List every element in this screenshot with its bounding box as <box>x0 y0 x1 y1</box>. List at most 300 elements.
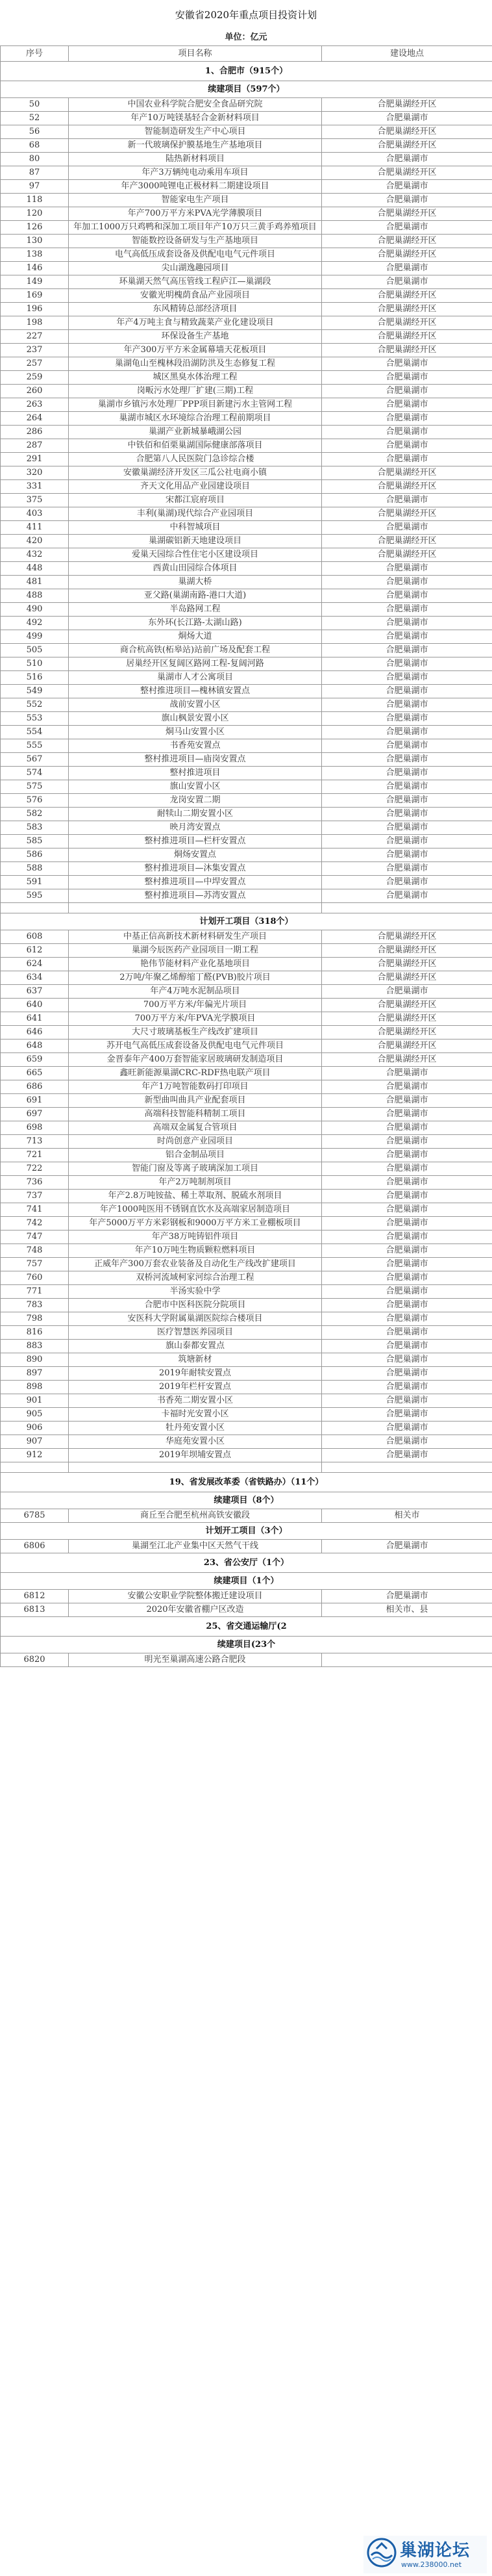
project-number: 97 <box>1 180 69 194</box>
table-row <box>1 1231 492 1244</box>
project-location: 合肥巢湖市 <box>322 1149 492 1162</box>
project-number: 505 <box>1 644 69 657</box>
project-location: 合肥巢湖市 <box>322 1326 492 1340</box>
project-number: 198 <box>1 316 69 330</box>
project-name: 医疗智慧医养园项目 <box>69 1326 322 1340</box>
table-row <box>1 275 492 289</box>
project-number: 585 <box>1 835 69 848</box>
table-row <box>1 1203 492 1217</box>
project-name: 年产3万辆纯电动乘用车项目 <box>69 166 322 180</box>
project-number: 905 <box>1 1408 69 1422</box>
project-name: 正威年产300万套农业装备及自动化生产线改扩建项目 <box>69 1258 322 1271</box>
project-number: 582 <box>1 808 69 821</box>
project-name: 中科智城项目 <box>69 521 322 535</box>
project-number: 783 <box>1 1299 69 1312</box>
project-location: 合肥巢湖市 <box>322 1121 492 1135</box>
project-name: 岗畈污水处理厂扩建(三期)工程 <box>69 385 322 398</box>
project-location: 合肥巢湖市 <box>322 1108 492 1121</box>
project-number: 552 <box>1 698 69 712</box>
spacer-cell <box>322 903 492 913</box>
page-title: 安徽省2020年重点项目投资计划 <box>175 9 317 21</box>
project-number: 713 <box>1 1135 69 1149</box>
project-name: 耐犊山二期安置小区 <box>69 808 322 821</box>
project-name: 宋都江宸府项目 <box>69 494 322 507</box>
project-location: 合肥巢湖经开区 <box>322 1012 492 1026</box>
table-row <box>1 248 492 262</box>
project-location: 合肥巢湖市 <box>322 1449 492 1462</box>
project-name: 巢湖大桥 <box>69 576 322 589</box>
project-name: 2020年安徽省棚户区改造 <box>69 1603 322 1617</box>
table-row <box>1 1540 492 1553</box>
project-location: 合肥巢湖市 <box>322 1080 492 1094</box>
project-location: 合肥巢湖经开区 <box>322 235 492 248</box>
project-name: 安医科大学附属巢湖医院综合楼项目 <box>69 1312 322 1326</box>
project-location: 合肥巢湖市 <box>322 753 492 767</box>
project-number: 665 <box>1 1067 69 1080</box>
project-name: 书香苑安置点 <box>69 739 322 753</box>
table-row <box>1 1435 492 1449</box>
table-row <box>1 1381 492 1394</box>
project-location: 合肥巢湖市 <box>322 385 492 398</box>
table-row <box>1 1149 492 1162</box>
project-name: 商丘至合肥至杭州高铁安徽段 <box>69 1509 322 1523</box>
project-location: 合肥巢湖经开区 <box>322 466 492 480</box>
table-row <box>1 1108 492 1121</box>
project-location: 合肥巢湖经开区 <box>322 98 492 112</box>
project-location: 合肥巢湖经开区 <box>322 535 492 548</box>
project-number: 492 <box>1 617 69 630</box>
project-number: 648 <box>1 1039 69 1053</box>
project-name: 牡丹苑安置小区 <box>69 1422 322 1435</box>
project-number: 481 <box>1 576 69 589</box>
table-row <box>1 1080 492 1094</box>
subsection-heading-row <box>1 1573 492 1590</box>
project-name: 烔马山安置小区 <box>69 726 322 739</box>
table-row <box>1 1590 492 1603</box>
project-location: 合肥巢湖市 <box>322 671 492 685</box>
project-name: 新一代玻璃保护膜基地生产基地项目 <box>69 139 322 153</box>
table-row <box>1 808 492 821</box>
table-row <box>1 876 492 889</box>
project-name: 陆热新材料项目 <box>69 153 322 166</box>
project-location: 合肥巢湖市 <box>322 1094 492 1108</box>
project-name: 安徽光明槐荫食品产业园项目 <box>69 289 322 303</box>
project-location: 合肥巢湖市 <box>322 1312 492 1326</box>
table-row <box>1 1067 492 1080</box>
table-row <box>1 589 492 603</box>
table-row <box>1 548 492 562</box>
project-number: 331 <box>1 480 69 494</box>
project-location: 合肥巢湖经开区 <box>322 507 492 521</box>
table-row <box>1 644 492 657</box>
project-name: 旗山枫景安置小区 <box>69 712 322 726</box>
project-number: 411 <box>1 521 69 535</box>
project-location: 合肥巢湖市 <box>322 112 492 125</box>
project-name: 丰利(巢湖)现代综合产业园项目 <box>69 507 322 521</box>
section-heading-row <box>1 1473 492 1492</box>
project-number: 634 <box>1 971 69 985</box>
table-row <box>1 112 492 125</box>
project-number: 420 <box>1 535 69 548</box>
project-number: 257 <box>1 357 69 371</box>
project-number: 554 <box>1 726 69 739</box>
project-name: 整村推进项目—沐集安置点 <box>69 862 322 876</box>
project-number: 883 <box>1 1340 69 1353</box>
spacer-row <box>1 903 492 913</box>
subsection-heading-row <box>1 913 492 930</box>
project-name: 2019年栏杆安置点 <box>69 1381 322 1394</box>
project-number: 432 <box>1 548 69 562</box>
project-number: 591 <box>1 876 69 889</box>
project-number: 320 <box>1 466 69 480</box>
spacer-cell <box>69 903 322 913</box>
project-name: 高端科技智能科精制工项目 <box>69 1108 322 1121</box>
project-number: 760 <box>1 1271 69 1285</box>
project-number: 264 <box>1 412 69 426</box>
table-row <box>1 1121 492 1135</box>
project-location: 合肥巢湖经开区 <box>322 930 492 944</box>
project-number: 499 <box>1 630 69 644</box>
table-row <box>1 712 492 726</box>
project-number: 50 <box>1 98 69 112</box>
project-location: 合肥巢湖市 <box>322 1540 492 1553</box>
project-name: 书香苑二期安置小区 <box>69 1394 322 1408</box>
table-row <box>1 1509 492 1523</box>
project-location: 合肥巢湖经开区 <box>322 944 492 958</box>
project-location: 合肥巢湖市 <box>322 1340 492 1353</box>
table-row <box>1 657 492 671</box>
project-number: 624 <box>1 958 69 971</box>
project-number: 641 <box>1 1012 69 1026</box>
project-name: 2019年耐犊安置点 <box>69 1367 322 1381</box>
table-row <box>1 1162 492 1176</box>
table-row <box>1 576 492 589</box>
project-location: 合肥巢湖市 <box>322 1135 492 1149</box>
project-location: 合肥巢湖经开区 <box>322 344 492 357</box>
project-number: 721 <box>1 1149 69 1162</box>
project-number: 737 <box>1 1190 69 1203</box>
project-number: 686 <box>1 1080 69 1094</box>
project-name: 整村推进项目—庙岗安置点 <box>69 753 322 767</box>
project-name: 智能制造研发生产中心项目 <box>69 125 322 139</box>
project-name: 年产1000吨医用不锈钢直饮水及高端家居制造项目 <box>69 1203 322 1217</box>
project-number: 742 <box>1 1217 69 1231</box>
table-row <box>1 1271 492 1285</box>
project-location: 合肥巢湖经开区 <box>322 999 492 1012</box>
table-row <box>1 1094 492 1108</box>
project-name: 商合杭高铁(柘皋站)站前广场及配套工程 <box>69 644 322 657</box>
table-row <box>1 617 492 630</box>
project-location: 合肥巢湖市 <box>322 1231 492 1244</box>
project-number: 898 <box>1 1381 69 1394</box>
project-name: 双桥河流域柯家河综合治理工程 <box>69 1271 322 1285</box>
project-name: 2019年坝埔安置点 <box>69 1449 322 1462</box>
project-location: 合肥巢湖市 <box>322 1162 492 1176</box>
project-name: 巢湖市乡镇污水处理厂PPP项目新建污水主管网工程 <box>69 398 322 412</box>
project-number: 659 <box>1 1053 69 1067</box>
table-row <box>1 153 492 166</box>
project-number: 130 <box>1 235 69 248</box>
project-name: 居巢经开区复阔区路网工程-复阔河路 <box>69 657 322 671</box>
project-location: 合肥巢湖市 <box>322 712 492 726</box>
subsection-heading: 续建项目（597个） <box>1 81 492 98</box>
subsection-heading: 续建项目(23个 <box>1 1637 492 1653</box>
section-heading: 1、合肥市（915个） <box>1 62 492 81</box>
header-place: 建设地点 <box>322 46 492 62</box>
project-location: 合肥巢湖市 <box>322 1394 492 1408</box>
project-location: 合肥巢湖市 <box>322 1067 492 1080</box>
table-row <box>1 835 492 848</box>
project-number: 259 <box>1 371 69 385</box>
project-name: 尖山湖逸趣园项目 <box>69 262 322 275</box>
subsection-heading-row <box>1 81 492 98</box>
project-number: 448 <box>1 562 69 576</box>
project-number: 6812 <box>1 1590 69 1603</box>
table-row <box>1 821 492 835</box>
project-location: 合肥巢湖经开区 <box>322 971 492 985</box>
table-row <box>1 1053 492 1067</box>
project-number: 771 <box>1 1285 69 1299</box>
table-row <box>1 985 492 999</box>
project-location: 合肥巢湖市 <box>322 767 492 780</box>
project-number: 748 <box>1 1244 69 1258</box>
table-row <box>1 316 492 330</box>
project-location: 合肥巢湖经开区 <box>322 330 492 344</box>
project-location: 合肥巢湖市 <box>322 1258 492 1271</box>
project-location: 合肥巢湖经开区 <box>322 1039 492 1053</box>
table-row <box>1 235 492 248</box>
project-location: 合肥巢湖市 <box>322 1353 492 1367</box>
project-name: 艳伟节能材料产业化基地项目 <box>69 958 322 971</box>
project-name: 整村推进项目—栏杆安置点 <box>69 835 322 848</box>
project-location: 合肥巢湖市 <box>322 821 492 835</box>
project-number: 149 <box>1 275 69 289</box>
spacer-row <box>1 1462 492 1473</box>
project-name: 2万吨/年聚乙烯醇缩丁醛(PVB)胶片项目 <box>69 971 322 985</box>
project-location: 合肥巢湖经开区 <box>322 480 492 494</box>
project-number: 816 <box>1 1326 69 1340</box>
subsection-heading: 计划开工项目（3个） <box>1 1523 492 1540</box>
project-number: 146 <box>1 262 69 275</box>
project-name: 合肥市中医科医院分院项目 <box>69 1299 322 1312</box>
project-location: 合肥巢湖市 <box>322 439 492 453</box>
project-number: 488 <box>1 589 69 603</box>
project-name: 整村推进项目—中垾安置点 <box>69 876 322 889</box>
project-name: 映月湾安置点 <box>69 821 322 835</box>
subsection-heading-row <box>1 1637 492 1653</box>
project-name: 烔炀安置点 <box>69 848 322 862</box>
table-row <box>1 767 492 780</box>
subsection-heading-row <box>1 1523 492 1540</box>
project-number: 227 <box>1 330 69 344</box>
project-location: 合肥巢湖市 <box>322 371 492 385</box>
project-number: 640 <box>1 999 69 1012</box>
project-name: 华庭苑安置小区 <box>69 1435 322 1449</box>
project-number: 118 <box>1 194 69 207</box>
header-row <box>1 46 492 62</box>
project-location: 合肥巢湖经开区 <box>322 207 492 221</box>
project-name: 年产700万平方米PVA光学薄膜项目 <box>69 207 322 221</box>
section-heading: 25、省交通运输厅(2 <box>1 1617 492 1637</box>
project-location <box>322 1653 492 1667</box>
project-name: 东风精铸总部经济项目 <box>69 303 322 316</box>
project-name: 明光至巢湖高速公路合肥段 <box>69 1653 322 1667</box>
project-number: 646 <box>1 1026 69 1039</box>
project-number: 612 <box>1 944 69 958</box>
project-location: 合肥巢湖市 <box>322 808 492 821</box>
table-row <box>1 1190 492 1203</box>
table-row <box>1 698 492 712</box>
project-name: 年产38万吨铸铝件项目 <box>69 1231 322 1244</box>
project-number: 52 <box>1 112 69 125</box>
table-row <box>1 889 492 903</box>
section-heading: 19、省发展改革委（省铁路办）（11个） <box>1 1473 492 1492</box>
table-row <box>1 521 492 535</box>
project-location: 合肥巢湖经开区 <box>322 1053 492 1067</box>
table-row <box>1 1312 492 1326</box>
project-number: 595 <box>1 889 69 903</box>
project-number: 126 <box>1 221 69 235</box>
project-location: 合肥巢湖市 <box>322 412 492 426</box>
project-name: 新型曲叫曲具产业配套项目 <box>69 1094 322 1108</box>
project-location: 合肥巢湖市 <box>322 685 492 698</box>
table-row <box>1 999 492 1012</box>
table-row <box>1 1135 492 1149</box>
subsection-heading: 续建项目（1个） <box>1 1573 492 1590</box>
project-number: 555 <box>1 739 69 753</box>
project-location: 合肥巢湖市 <box>322 1203 492 1217</box>
project-location: 合肥巢湖经开区 <box>322 548 492 562</box>
project-location: 合肥巢湖经开区 <box>322 958 492 971</box>
project-name: 鑫旺新能源巢湖CRC-RDF热电联产项目 <box>69 1067 322 1080</box>
project-location: 合肥巢湖经开区 <box>322 289 492 303</box>
forum-watermark <box>363 2536 487 2573</box>
table-row <box>1 357 492 371</box>
project-location: 合肥巢湖市 <box>322 576 492 589</box>
project-number: 196 <box>1 303 69 316</box>
table-row <box>1 139 492 153</box>
project-name: 整村推进项目—槐林镇安置点 <box>69 685 322 698</box>
table-row <box>1 1258 492 1271</box>
project-location: 合肥巢湖市 <box>322 862 492 876</box>
project-name: 安徽公安职业学院整体搬迁建设项目 <box>69 1590 322 1603</box>
table-row <box>1 262 492 275</box>
project-location: 合肥巢湖经开区 <box>322 316 492 330</box>
project-location: 合肥巢湖市 <box>322 562 492 576</box>
table-row <box>1 1408 492 1422</box>
project-name: 环保设备生产基地 <box>69 330 322 344</box>
project-name: 半岛路网工程 <box>69 603 322 617</box>
table-row <box>1 535 492 548</box>
table-row <box>1 1039 492 1053</box>
project-number: 637 <box>1 985 69 999</box>
table-row <box>1 480 492 494</box>
table-row <box>1 1026 492 1039</box>
project-number: 691 <box>1 1094 69 1108</box>
project-number: 286 <box>1 426 69 439</box>
project-location: 合肥巢湖市 <box>322 1190 492 1203</box>
project-name: 西黄山田园综合体项目 <box>69 562 322 576</box>
table-row <box>1 1244 492 1258</box>
table-row <box>1 1176 492 1190</box>
project-name: 大尺寸玻璃基板生产线改扩建项目 <box>69 1026 322 1039</box>
table-row <box>1 426 492 439</box>
project-location: 合肥巢湖市 <box>322 262 492 275</box>
project-number: 608 <box>1 930 69 944</box>
project-number: 575 <box>1 780 69 794</box>
table-row <box>1 1603 492 1617</box>
project-location: 合肥巢湖市 <box>322 357 492 371</box>
project-name: 巢湖至江北产业集中区天然气干线 <box>69 1540 322 1553</box>
project-number: 586 <box>1 848 69 862</box>
table-row <box>1 1217 492 1231</box>
table-row <box>1 385 492 398</box>
project-number: 553 <box>1 712 69 726</box>
project-number: 237 <box>1 344 69 357</box>
project-location: 合肥巢湖经开区 <box>322 139 492 153</box>
table-row <box>1 780 492 794</box>
table-row <box>1 398 492 412</box>
project-name: 旗山安置小区 <box>69 780 322 794</box>
spacer-cell <box>1 903 69 913</box>
table-row <box>1 753 492 767</box>
project-name: 年加工1000万只鸡鸭和深加工项目年产10万只三黄手鸡养殖项目 <box>69 221 322 235</box>
project-name: 城区黑臭水体治理工程 <box>69 371 322 385</box>
project-location: 合肥巢湖市 <box>322 794 492 808</box>
table-row <box>1 1394 492 1408</box>
table-row <box>1 1367 492 1381</box>
table-row <box>1 848 492 862</box>
project-location: 合肥巢湖市 <box>322 1381 492 1394</box>
project-number: 906 <box>1 1422 69 1435</box>
project-number: 6806 <box>1 1540 69 1553</box>
project-number: 510 <box>1 657 69 671</box>
table-row <box>1 98 492 112</box>
project-location: 合肥巢湖市 <box>322 739 492 753</box>
project-number: 912 <box>1 1449 69 1462</box>
project-number: 907 <box>1 1435 69 1449</box>
project-location: 合肥巢湖市 <box>322 521 492 535</box>
project-location: 合肥巢湖市 <box>322 1285 492 1299</box>
project-name: 苏开电气高低压成套设备及供配电电气元件项目 <box>69 1039 322 1053</box>
subsection-heading-row <box>1 1492 492 1509</box>
section-heading: 23、省公安厅（1个） <box>1 1553 492 1573</box>
project-number: 722 <box>1 1162 69 1176</box>
project-name: 巢湖今辰医药产业园项目一期工程 <box>69 944 322 958</box>
project-number: 6813 <box>1 1603 69 1617</box>
project-name: 巢湖产业新城暴峨湖公园 <box>69 426 322 439</box>
project-number: 588 <box>1 862 69 876</box>
project-location: 合肥巢湖市 <box>322 630 492 644</box>
table-row <box>1 958 492 971</box>
project-name: 金晋泰年产400万套智能家居玻璃研发制造项目 <box>69 1053 322 1067</box>
table-row <box>1 944 492 958</box>
project-number: 890 <box>1 1353 69 1367</box>
project-number: 375 <box>1 494 69 507</box>
table-row <box>1 726 492 739</box>
project-number: 87 <box>1 166 69 180</box>
project-location: 合肥巢湖经开区 <box>322 248 492 262</box>
project-number: 169 <box>1 289 69 303</box>
project-number: 583 <box>1 821 69 835</box>
spacer-cell <box>69 1462 322 1473</box>
section-heading-row <box>1 1553 492 1573</box>
table-header <box>1 46 492 62</box>
table-row <box>1 1326 492 1340</box>
project-number: 263 <box>1 398 69 412</box>
table-row <box>1 194 492 207</box>
table-row <box>1 1285 492 1299</box>
